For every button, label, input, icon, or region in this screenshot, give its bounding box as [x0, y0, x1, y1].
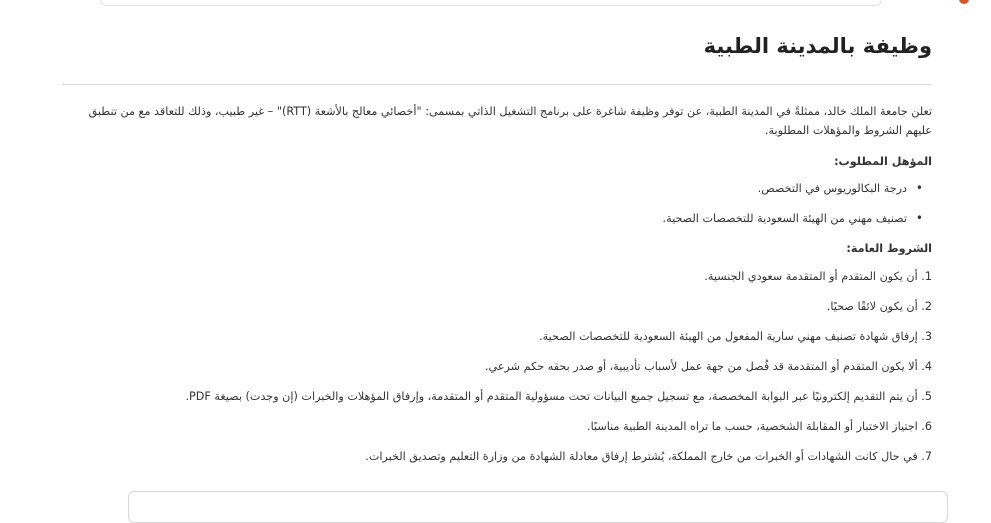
list-item: 3. إرفاق شهادة تصنيف مهني سارية المفعول من الهيئة السعودية للتخصصات الصحية.	[539, 330, 932, 343]
list-item: • درجة البكالوريوس في التخصص.	[62, 179, 907, 198]
conditions-list	[62, 267, 932, 466]
list-item: • تصنيف مهني من الهيئة السعودية للتخصصات الصحية.	[62, 209, 907, 228]
title-divider	[62, 84, 932, 85]
list-item: 1. أن يكون المتقدم أو المتقدمة سعودي الجنسية.	[704, 270, 932, 283]
intro-paragraph: تعلن جامعة الملك خالد، ممثلةً في المدينة الطبية، عن توفر وظيفة شاغرة على برنامج التشغيل الذاتي بمسمى: "أخصائي معالج بالأشعة (RTT)" – غير طبيب، وذلك للتعاقد مع من تنطبق عليهم الشروط والمؤهلات المطلوبة.	[88, 105, 932, 137]
list-item: 7. في حال كانت الشهادات أو الخبرات من خارج المملكة، يُشترط إرفاق معادلة الشهادة من وزارة التعليم وتصديق الخبرات.	[365, 450, 932, 463]
page-title: وظيفة بالمدينة الطبية	[703, 34, 932, 58]
conditions-heading: الشروط العامة:	[846, 242, 932, 255]
list-item: 2. أن يكون لائقًا صحيًا.	[826, 300, 932, 313]
notification-dot	[959, 0, 969, 4]
content-box-edge	[128, 491, 948, 523]
qualification-list	[62, 179, 932, 228]
qualification-heading: المؤهل المطلوب:	[834, 155, 932, 168]
job-article	[62, 26, 932, 477]
list-item: 6. اجتياز الاختبار أو المقابلة الشخصية، حسب ما تراه المدينة الطبية مناسبًا.	[587, 420, 932, 433]
list-item: 5. أن يتم التقديم إلكترونيًا عبر البوابة المخصصة، مع تسجيل جميع البيانات تحت مسؤولية المتقدم أو المتقدمة، وإرفاق المؤهلات والخبرات (إن وجدت) بصيغة PDF.	[185, 390, 932, 403]
list-item: 4. ألا يكون المتقدم أو المتقدمة قد فُصل من جهة عمل لأسباب تأديبية، أو صدر بحقه حكم شرعي.	[484, 360, 932, 373]
search-bar-edge[interactable]	[100, 0, 882, 6]
